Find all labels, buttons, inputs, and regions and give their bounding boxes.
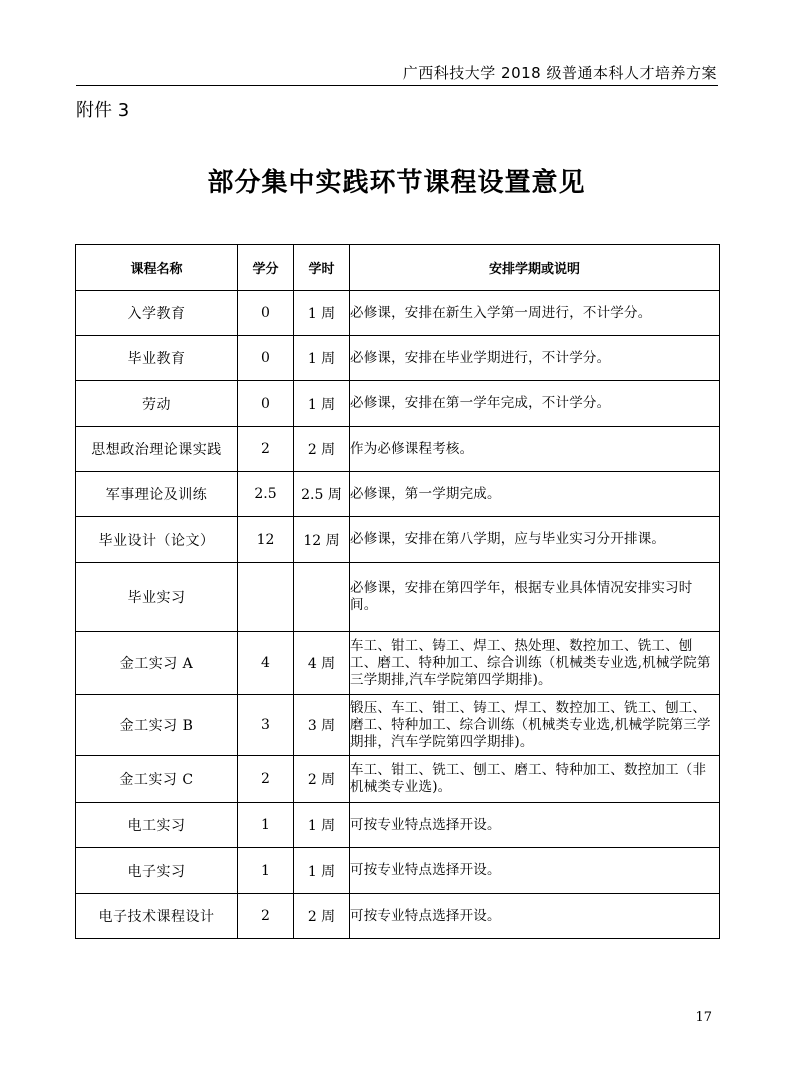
column-header-hours: 学时 (294, 245, 350, 291)
hours-cell: 1 周 (294, 803, 350, 848)
note-cell: 锻压、车工、钳工、铸工、焊工、数控加工、铣工、刨工、磨工、特种加工、综合训练（机械类专业选,机械学院第三学期排，汽车学院第四学期排)。 (350, 695, 720, 756)
course-name-cell: 军事理论及训练 (76, 472, 238, 517)
credit-cell: 2 (238, 427, 294, 472)
table-row (76, 381, 720, 427)
course-name-cell: 金工实习 B (76, 695, 238, 756)
credit-cell: 0 (238, 381, 294, 427)
credit-cell: 12 (238, 517, 294, 563)
course-name-cell: 电工实习 (76, 803, 238, 848)
table-row (76, 427, 720, 472)
credit-cell: 4 (238, 632, 294, 695)
credit-cell: 3 (238, 695, 294, 756)
column-header-credit: 学分 (238, 245, 294, 291)
note-cell: 车工、钳工、铣工、刨工、磨工、特种加工、数控加工（非机械类专业选)。 (350, 756, 720, 803)
credit-cell: 2.5 (238, 472, 294, 517)
table-row (76, 803, 720, 848)
table-row (76, 336, 720, 381)
hours-cell: 1 周 (294, 848, 350, 894)
note-cell: 必修课，安排在第四学年，根据专业具体情况安排实习时间。 (350, 563, 720, 632)
hours-cell: 3 周 (294, 695, 350, 756)
note-cell: 车工、钳工、铸工、焊工、热处理、数控加工、铣工、刨工、磨工、特种加工、综合训练（机械类专业选,机械学院第三学期排,汽车学院第四学期排)。 (350, 632, 720, 695)
table-row (76, 848, 720, 894)
note-cell: 作为必修课程考核。 (350, 427, 720, 472)
note-cell: 必修课，第一学期完成。 (350, 472, 720, 517)
hours-cell: 1 周 (294, 291, 350, 336)
note-cell: 必修课，安排在新生入学第一周进行，不计学分。 (350, 291, 720, 336)
header-divider (76, 85, 718, 86)
credit-cell (238, 563, 294, 632)
course-name-cell: 劳动 (76, 381, 238, 427)
note-cell: 必修课，安排在第一学年完成，不计学分。 (350, 381, 720, 427)
page-number: 17 (695, 1010, 712, 1025)
note-cell: 必修课，安排在毕业学期进行，不计学分。 (350, 336, 720, 381)
credit-cell: 2 (238, 894, 294, 939)
hours-cell: 2 周 (294, 427, 350, 472)
credit-cell: 0 (238, 336, 294, 381)
hours-cell: 1 周 (294, 336, 350, 381)
hours-cell (294, 563, 350, 632)
course-name-cell: 毕业教育 (76, 336, 238, 381)
credit-cell: 1 (238, 803, 294, 848)
course-name-cell: 思想政治理论课实践 (76, 427, 238, 472)
credit-cell: 0 (238, 291, 294, 336)
note-cell: 可按专业特点选择开设。 (350, 803, 720, 848)
note-cell: 可按专业特点选择开设。 (350, 894, 720, 939)
hours-cell: 2 周 (294, 756, 350, 803)
attachment-label: 附件 3 (76, 100, 130, 121)
table-header-row (76, 245, 720, 291)
course-name-cell: 金工实习 A (76, 632, 238, 695)
hours-cell: 4 周 (294, 632, 350, 695)
note-cell: 可按专业特点选择开设。 (350, 848, 720, 894)
course-table (75, 244, 720, 939)
running-header: 广西科技大学 2018 级普通本科人才培养方案 (402, 64, 717, 82)
course-name-cell: 电子技术课程设计 (76, 894, 238, 939)
hours-cell: 2 周 (294, 894, 350, 939)
course-name-cell: 毕业设计（论文） (76, 517, 238, 563)
table-row (76, 517, 720, 563)
table-row (76, 894, 720, 939)
note-cell: 必修课，安排在第八学期，应与毕业实习分开排课。 (350, 517, 720, 563)
column-header-arrangement: 安排学期或说明 (350, 245, 720, 291)
table-row (76, 756, 720, 803)
document-title: 部分集中实践环节课程设置意见 (207, 168, 586, 198)
course-name-cell: 入学教育 (76, 291, 238, 336)
hours-cell: 12 周 (294, 517, 350, 563)
table-row (76, 695, 720, 756)
column-header-course-name: 课程名称 (76, 245, 238, 291)
credit-cell: 2 (238, 756, 294, 803)
course-name-cell: 毕业实习 (76, 563, 238, 632)
course-name-cell: 电子实习 (76, 848, 238, 894)
course-name-cell: 金工实习 C (76, 756, 238, 803)
table-row (76, 291, 720, 336)
table-row (76, 563, 720, 632)
hours-cell: 2.5 周 (294, 472, 350, 517)
table-row (76, 472, 720, 517)
credit-cell: 1 (238, 848, 294, 894)
table-row (76, 632, 720, 695)
hours-cell: 1 周 (294, 381, 350, 427)
